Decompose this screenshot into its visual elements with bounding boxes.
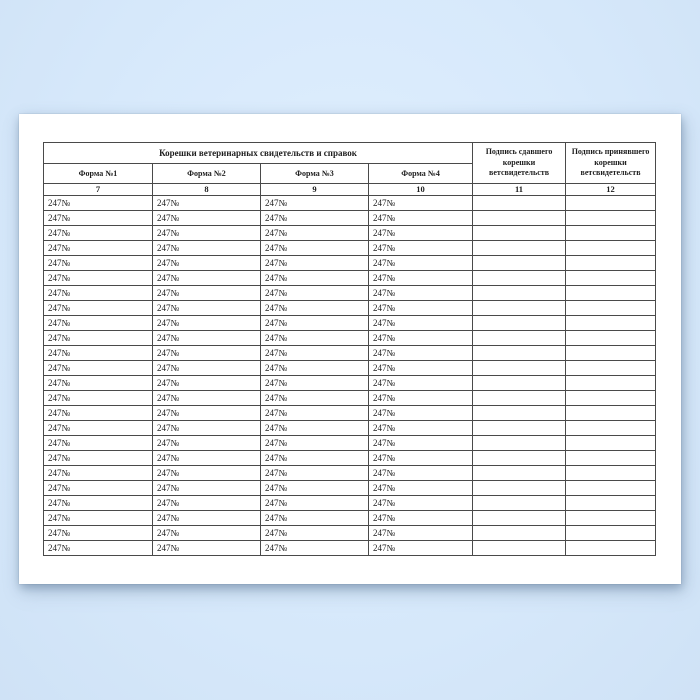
stub-cell-form4: 247№: [369, 481, 473, 496]
signature-received-cell: [566, 466, 656, 481]
signature-received-cell: [566, 301, 656, 316]
stub-cell-form4: 247№: [369, 406, 473, 421]
stub-cell-form4: 247№: [369, 241, 473, 256]
table-row: [44, 526, 656, 541]
signature-received-cell: [566, 271, 656, 286]
stub-cell-form4: 247№: [369, 496, 473, 511]
signature-given-cell: [473, 331, 566, 346]
signature-given-cell: [473, 346, 566, 361]
stub-cell-form2: 247№: [153, 286, 261, 301]
signature-received-cell: [566, 526, 656, 541]
stub-cell-form2: 247№: [153, 376, 261, 391]
stub-cell-form3: 247№: [261, 256, 369, 271]
stub-cell-form3: 247№: [261, 451, 369, 466]
stub-cell-form1: 247№: [44, 301, 153, 316]
stub-cell-form2: 247№: [153, 451, 261, 466]
stub-cell-form3: 247№: [261, 316, 369, 331]
stub-cell-form4: 247№: [369, 286, 473, 301]
stub-cell-form1: 247№: [44, 376, 153, 391]
column-number-row: [44, 184, 656, 196]
signature-given-cell: [473, 316, 566, 331]
stub-cell-form3: 247№: [261, 541, 369, 556]
stub-cell-form1: 247№: [44, 346, 153, 361]
table-row: [44, 391, 656, 406]
table-title: Корешки ветеринарных свидетельств и справок: [44, 143, 473, 164]
stub-cell-form3: 247№: [261, 286, 369, 301]
signature-given-cell: [473, 301, 566, 316]
signature-given-cell: [473, 391, 566, 406]
stub-cell-form1: 247№: [44, 406, 153, 421]
stub-cell-form3: 247№: [261, 196, 369, 211]
stub-cell-form2: 247№: [153, 436, 261, 451]
stub-cell-form2: 247№: [153, 271, 261, 286]
stub-cell-form1: 247№: [44, 331, 153, 346]
signature-received-cell: [566, 226, 656, 241]
stub-cell-form1: 247№: [44, 256, 153, 271]
stub-cell-form2: 247№: [153, 226, 261, 241]
stub-cell-form1: 247№: [44, 421, 153, 436]
stub-cell-form3: 247№: [261, 331, 369, 346]
table-row: [44, 421, 656, 436]
table-row: [44, 511, 656, 526]
signature-received-cell: [566, 541, 656, 556]
signature-given-cell: [473, 421, 566, 436]
signature-given-cell: [473, 481, 566, 496]
table-row: [44, 226, 656, 241]
stub-cell-form4: 247№: [369, 316, 473, 331]
signature-received-cell: [566, 481, 656, 496]
signature-given-cell: [473, 196, 566, 211]
stub-cell-form2: 247№: [153, 301, 261, 316]
signature-given-cell: [473, 466, 566, 481]
stub-cell-form4: 247№: [369, 421, 473, 436]
stub-cell-form4: 247№: [369, 211, 473, 226]
table-row: [44, 466, 656, 481]
group-header-row: [44, 143, 656, 164]
column-number-10: 10: [369, 184, 473, 196]
stub-cell-form3: 247№: [261, 436, 369, 451]
stub-cell-form1: 247№: [44, 211, 153, 226]
stub-cell-form3: 247№: [261, 346, 369, 361]
signature-given-cell: [473, 541, 566, 556]
stub-cell-form4: 247№: [369, 256, 473, 271]
stub-cell-form3: 247№: [261, 211, 369, 226]
stub-cell-form2: 247№: [153, 406, 261, 421]
stub-cell-form1: 247№: [44, 241, 153, 256]
document-page: [19, 114, 681, 584]
column-number-12: 12: [566, 184, 656, 196]
stub-cell-form4: 247№: [369, 541, 473, 556]
table-row: [44, 496, 656, 511]
signature-received-cell: [566, 346, 656, 361]
signature-received-cell: [566, 316, 656, 331]
stub-cell-form2: 247№: [153, 511, 261, 526]
signature-given-cell: [473, 451, 566, 466]
signature-given-cell: [473, 241, 566, 256]
stub-cell-form3: 247№: [261, 526, 369, 541]
column-number-8: 8: [153, 184, 261, 196]
stub-cell-form1: 247№: [44, 226, 153, 241]
stub-cell-form1: 247№: [44, 286, 153, 301]
table-row: [44, 286, 656, 301]
stub-cell-form1: 247№: [44, 511, 153, 526]
stub-cell-form1: 247№: [44, 271, 153, 286]
stub-cell-form2: 247№: [153, 391, 261, 406]
signature-given-cell: [473, 211, 566, 226]
stub-cell-form3: 247№: [261, 361, 369, 376]
table-row: [44, 316, 656, 331]
stub-cell-form4: 247№: [369, 511, 473, 526]
stub-cell-form2: 247№: [153, 346, 261, 361]
table-row: [44, 331, 656, 346]
stub-cell-form4: 247№: [369, 301, 473, 316]
stub-cell-form4: 247№: [369, 271, 473, 286]
stub-cell-form4: 247№: [369, 331, 473, 346]
stub-cell-form2: 247№: [153, 421, 261, 436]
signature-received-cell: [566, 376, 656, 391]
table-row: [44, 451, 656, 466]
stub-cell-form1: 247№: [44, 391, 153, 406]
signature-given-cell: [473, 361, 566, 376]
stub-cell-form3: 247№: [261, 496, 369, 511]
signature-received-cell: [566, 406, 656, 421]
table-row: [44, 241, 656, 256]
table-row: [44, 376, 656, 391]
signature-given-cell: [473, 286, 566, 301]
stub-cell-form4: 247№: [369, 346, 473, 361]
stub-cell-form2: 247№: [153, 541, 261, 556]
signature-given-cell: [473, 376, 566, 391]
signature-given-cell: [473, 256, 566, 271]
stub-cell-form3: 247№: [261, 421, 369, 436]
table-row: [44, 196, 656, 211]
stub-cell-form1: 247№: [44, 466, 153, 481]
signature-received-cell: [566, 391, 656, 406]
stub-cell-form4: 247№: [369, 466, 473, 481]
signature-given-cell: [473, 271, 566, 286]
stub-cell-form2: 247№: [153, 211, 261, 226]
stub-cell-form4: 247№: [369, 196, 473, 211]
signature-received-cell: [566, 451, 656, 466]
stub-cell-form3: 247№: [261, 466, 369, 481]
stub-cell-form3: 247№: [261, 271, 369, 286]
table-row: [44, 481, 656, 496]
signature-received-cell: [566, 211, 656, 226]
stub-cell-form2: 247№: [153, 496, 261, 511]
signature-given-cell: [473, 226, 566, 241]
stub-cell-form3: 247№: [261, 481, 369, 496]
form4-header: Форма №4: [369, 164, 473, 184]
stub-rows: [44, 196, 656, 556]
signature-received-cell: [566, 361, 656, 376]
stub-cell-form2: 247№: [153, 196, 261, 211]
stub-cell-form2: 247№: [153, 241, 261, 256]
stub-cell-form3: 247№: [261, 226, 369, 241]
stub-cell-form1: 247№: [44, 361, 153, 376]
table-row: [44, 541, 656, 556]
signature-given-cell: [473, 436, 566, 451]
signature-received-cell: [566, 436, 656, 451]
signature-received-cell: [566, 241, 656, 256]
stub-cell-form3: 247№: [261, 376, 369, 391]
stub-cell-form1: 247№: [44, 481, 153, 496]
signature-received-cell: [566, 331, 656, 346]
stub-cell-form2: 247№: [153, 466, 261, 481]
signature-given-header: Подпись сдавшего корешки ветсвидетельств: [473, 143, 566, 184]
table-row: [44, 256, 656, 271]
table-header: [44, 143, 656, 196]
stub-cell-form1: 247№: [44, 316, 153, 331]
veterinary-stub-ledger-table: [43, 142, 656, 556]
signature-received-cell: [566, 511, 656, 526]
stub-cell-form1: 247№: [44, 451, 153, 466]
table-row: [44, 346, 656, 361]
form1-header: Форма №1: [44, 164, 153, 184]
stub-cell-form1: 247№: [44, 496, 153, 511]
stub-cell-form1: 247№: [44, 526, 153, 541]
stub-cell-form2: 247№: [153, 331, 261, 346]
stub-cell-form4: 247№: [369, 361, 473, 376]
stub-cell-form4: 247№: [369, 526, 473, 541]
signature-received-cell: [566, 196, 656, 211]
signature-received-header: Подпись принявшего корешки ветсвидетельств: [566, 143, 656, 184]
signature-given-cell: [473, 496, 566, 511]
signature-received-cell: [566, 421, 656, 436]
column-number-7: 7: [44, 184, 153, 196]
stub-cell-form4: 247№: [369, 226, 473, 241]
stub-cell-form2: 247№: [153, 256, 261, 271]
stub-cell-form2: 247№: [153, 316, 261, 331]
column-number-9: 9: [261, 184, 369, 196]
signature-given-cell: [473, 511, 566, 526]
stub-cell-form2: 247№: [153, 526, 261, 541]
stub-cell-form3: 247№: [261, 406, 369, 421]
table-row: [44, 436, 656, 451]
stub-cell-form3: 247№: [261, 391, 369, 406]
stub-cell-form4: 247№: [369, 451, 473, 466]
stub-cell-form2: 247№: [153, 361, 261, 376]
stub-cell-form1: 247№: [44, 196, 153, 211]
signature-given-cell: [473, 526, 566, 541]
form2-header: Форма №2: [153, 164, 261, 184]
stub-cell-form1: 247№: [44, 436, 153, 451]
stub-cell-form4: 247№: [369, 436, 473, 451]
table-row: [44, 301, 656, 316]
stub-cell-form4: 247№: [369, 391, 473, 406]
signature-received-cell: [566, 496, 656, 511]
table-row: [44, 211, 656, 226]
stub-cell-form3: 247№: [261, 241, 369, 256]
stub-cell-form1: 247№: [44, 541, 153, 556]
stub-cell-form4: 247№: [369, 376, 473, 391]
table-row: [44, 406, 656, 421]
form3-header: Форма №3: [261, 164, 369, 184]
column-number-11: 11: [473, 184, 566, 196]
table-row: [44, 361, 656, 376]
signature-received-cell: [566, 286, 656, 301]
table-row: [44, 271, 656, 286]
stub-cell-form3: 247№: [261, 511, 369, 526]
stub-cell-form2: 247№: [153, 481, 261, 496]
stub-cell-form3: 247№: [261, 301, 369, 316]
signature-given-cell: [473, 406, 566, 421]
signature-received-cell: [566, 256, 656, 271]
